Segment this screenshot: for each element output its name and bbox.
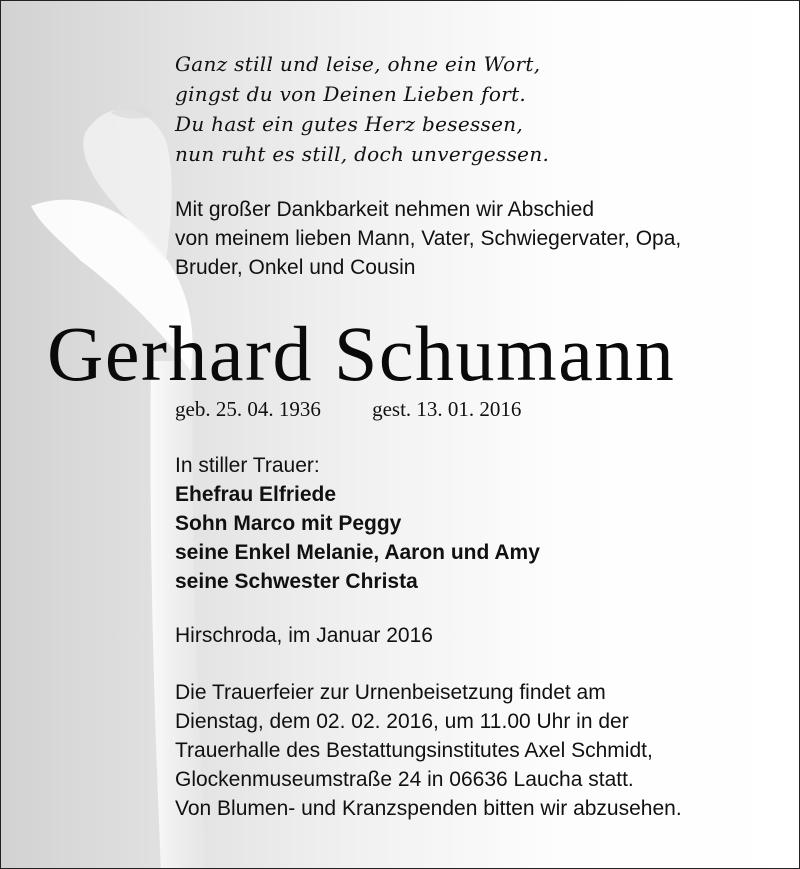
place-and-date: Hirschroda, im Januar 2016 — [175, 624, 433, 647]
death-date: gest. 13. 01. 2016 — [372, 397, 522, 421]
poem-line: nun ruht es still, doch unvergessen. — [175, 142, 550, 166]
poem-line: Ganz still und leise, ohne ein Wort, — [175, 52, 541, 76]
service-line: Trauerhalle des Bestattungsinstitutes Axel Schmidt, — [175, 739, 653, 762]
poem-line: gingst du von Deinen Lieben fort. — [175, 82, 527, 106]
mourners-list — [175, 451, 540, 596]
intro-line: Mit großer Dankbarkeit nehmen wir Abschied — [175, 198, 595, 221]
mourner-name: seine Schwester Christa — [175, 570, 418, 593]
service-line: Von Blumen- und Kranzspenden bitten wir abzusehen. — [175, 797, 682, 820]
poem-line: Du hast ein gutes Herz besessen, — [175, 112, 524, 136]
mourners-heading: In stiller Trauer: — [175, 454, 320, 477]
funeral-service-info — [175, 678, 682, 823]
mourner-name: seine Enkel Melanie, Aaron und Amy — [175, 541, 540, 564]
service-line: Glockenmuseumstraße 24 in 06636 Laucha statt. — [175, 768, 634, 791]
mourner-name: Sohn Marco mit Peggy — [175, 512, 402, 535]
service-line: Die Trauerfeier zur Urnenbeisetzung findet am — [175, 681, 606, 704]
poem — [175, 49, 549, 169]
life-dates — [175, 395, 521, 423]
intro-line: von meinem lieben Mann, Vater, Schwiegervater, Opa, — [175, 227, 682, 250]
service-line: Dienstag, dem 02. 02. 2016, um 11.00 Uhr in der — [175, 710, 629, 733]
farewell-intro — [175, 195, 681, 282]
mourner-name: Ehefrau Elfriede — [175, 483, 337, 506]
birth-date: geb. 25. 04. 1936 — [175, 397, 321, 421]
intro-line: Bruder, Onkel und Cousin — [175, 256, 416, 279]
deceased-name: Gerhard Schumann — [47, 310, 676, 397]
